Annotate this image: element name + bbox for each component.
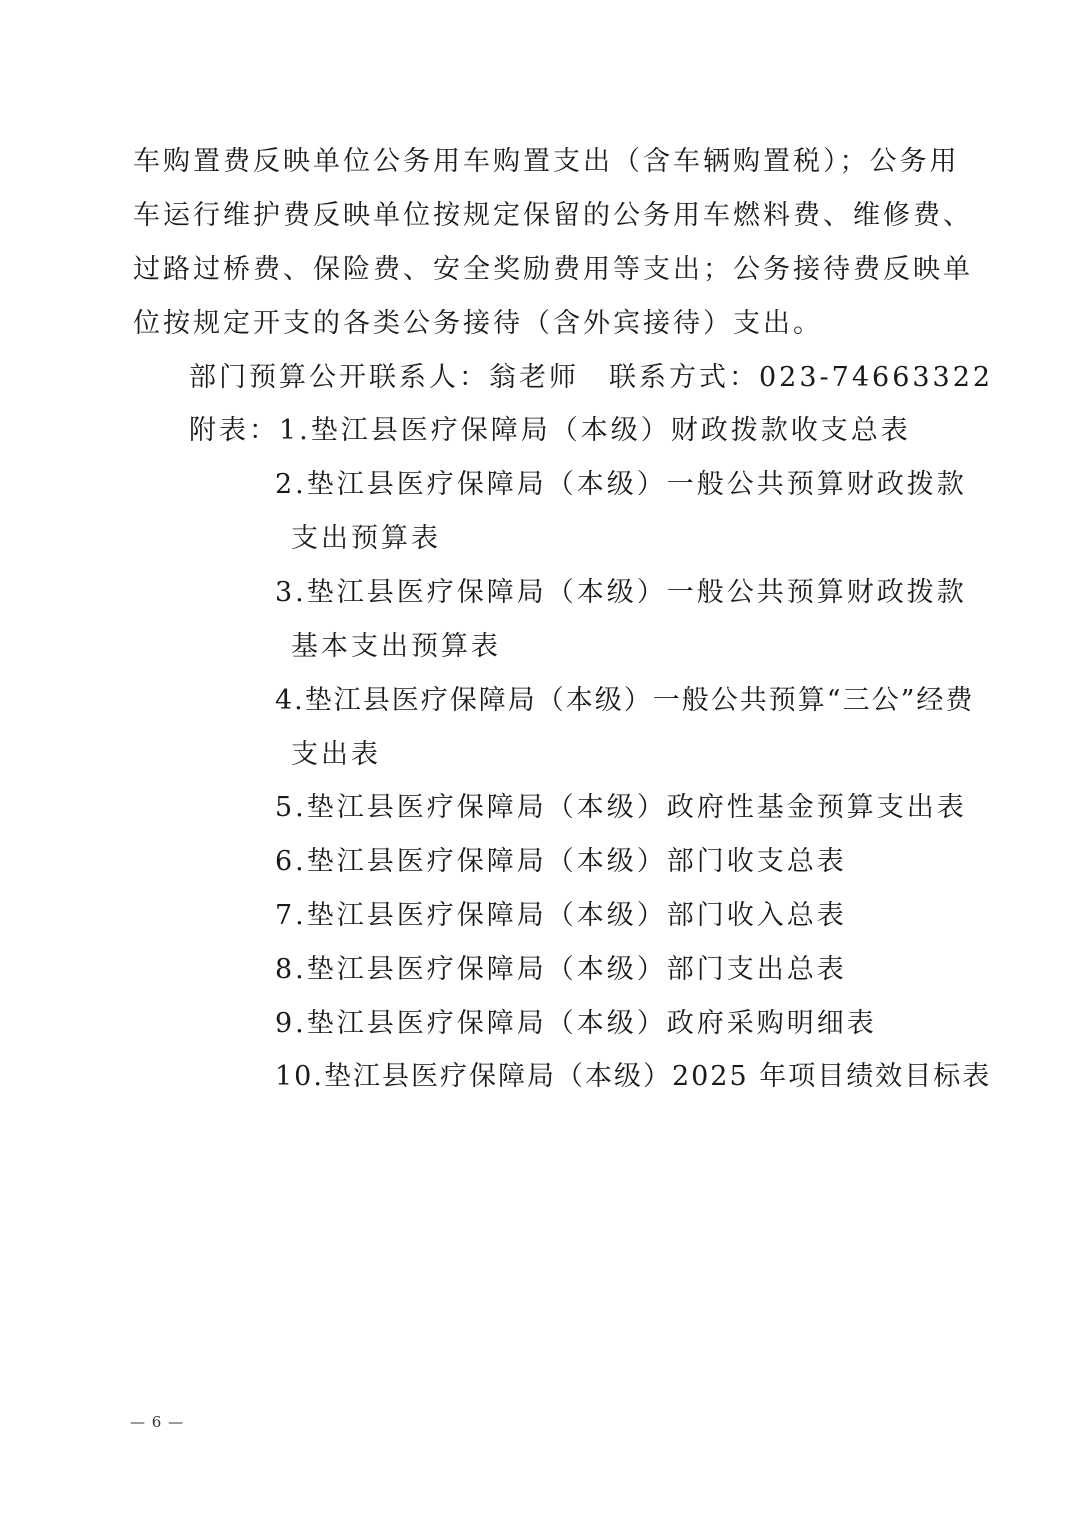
attachment-item: 5.垫江县医疗保障局（本级）政府性基金预算支出表 <box>275 792 967 823</box>
body-text-line: 车购置费反映单位公务用车购置支出（含车辆购置税）；公务用 <box>133 146 960 177</box>
contact-info: 部门预算公开联系人：翁老师 联系方式：023-74663322 <box>189 362 994 393</box>
attachment-item: 7.垫江县医疗保障局（本级）部门收入总表 <box>275 900 847 931</box>
attachment-item: 9.垫江县医疗保障局（本级）政府采购明细表 <box>275 1008 877 1039</box>
attachment-item-continuation: 支出表 <box>291 739 381 770</box>
attachment-item: 3.垫江县医疗保障局（本级）一般公共预算财政拨款 <box>275 577 967 608</box>
attachment-item-continuation: 基本支出预算表 <box>291 631 501 662</box>
attachment-item: 4.垫江县医疗保障局（本级）一般公共预算“三公”经费 <box>275 685 975 716</box>
attachment-item-continuation: 支出预算表 <box>291 523 441 554</box>
body-text-line: 位按规定开支的各类公务接待（含外宾接待）支出。 <box>133 308 823 339</box>
attachment-item: 2.垫江县医疗保障局（本级）一般公共预算财政拨款 <box>275 469 967 500</box>
attachment-heading: 附表：1.垫江县医疗保障局（本级）财政拨款收支总表 <box>189 415 911 446</box>
page-number: — 6 — <box>130 1413 185 1431</box>
body-text-line: 过路过桥费、保险费、安全奖励费用等支出；公务接待费反映单 <box>133 254 973 285</box>
attachment-item: 8.垫江县医疗保障局（本级）部门支出总表 <box>275 954 847 985</box>
body-text-line: 车运行维护费反映单位按规定保留的公务用车燃料费、维修费、 <box>133 200 973 231</box>
attachment-item: 10.垫江县医疗保障局（本级）2025 年项目绩效目标表 <box>275 1061 992 1092</box>
attachment-item: 6.垫江县医疗保障局（本级）部门收支总表 <box>275 846 847 877</box>
